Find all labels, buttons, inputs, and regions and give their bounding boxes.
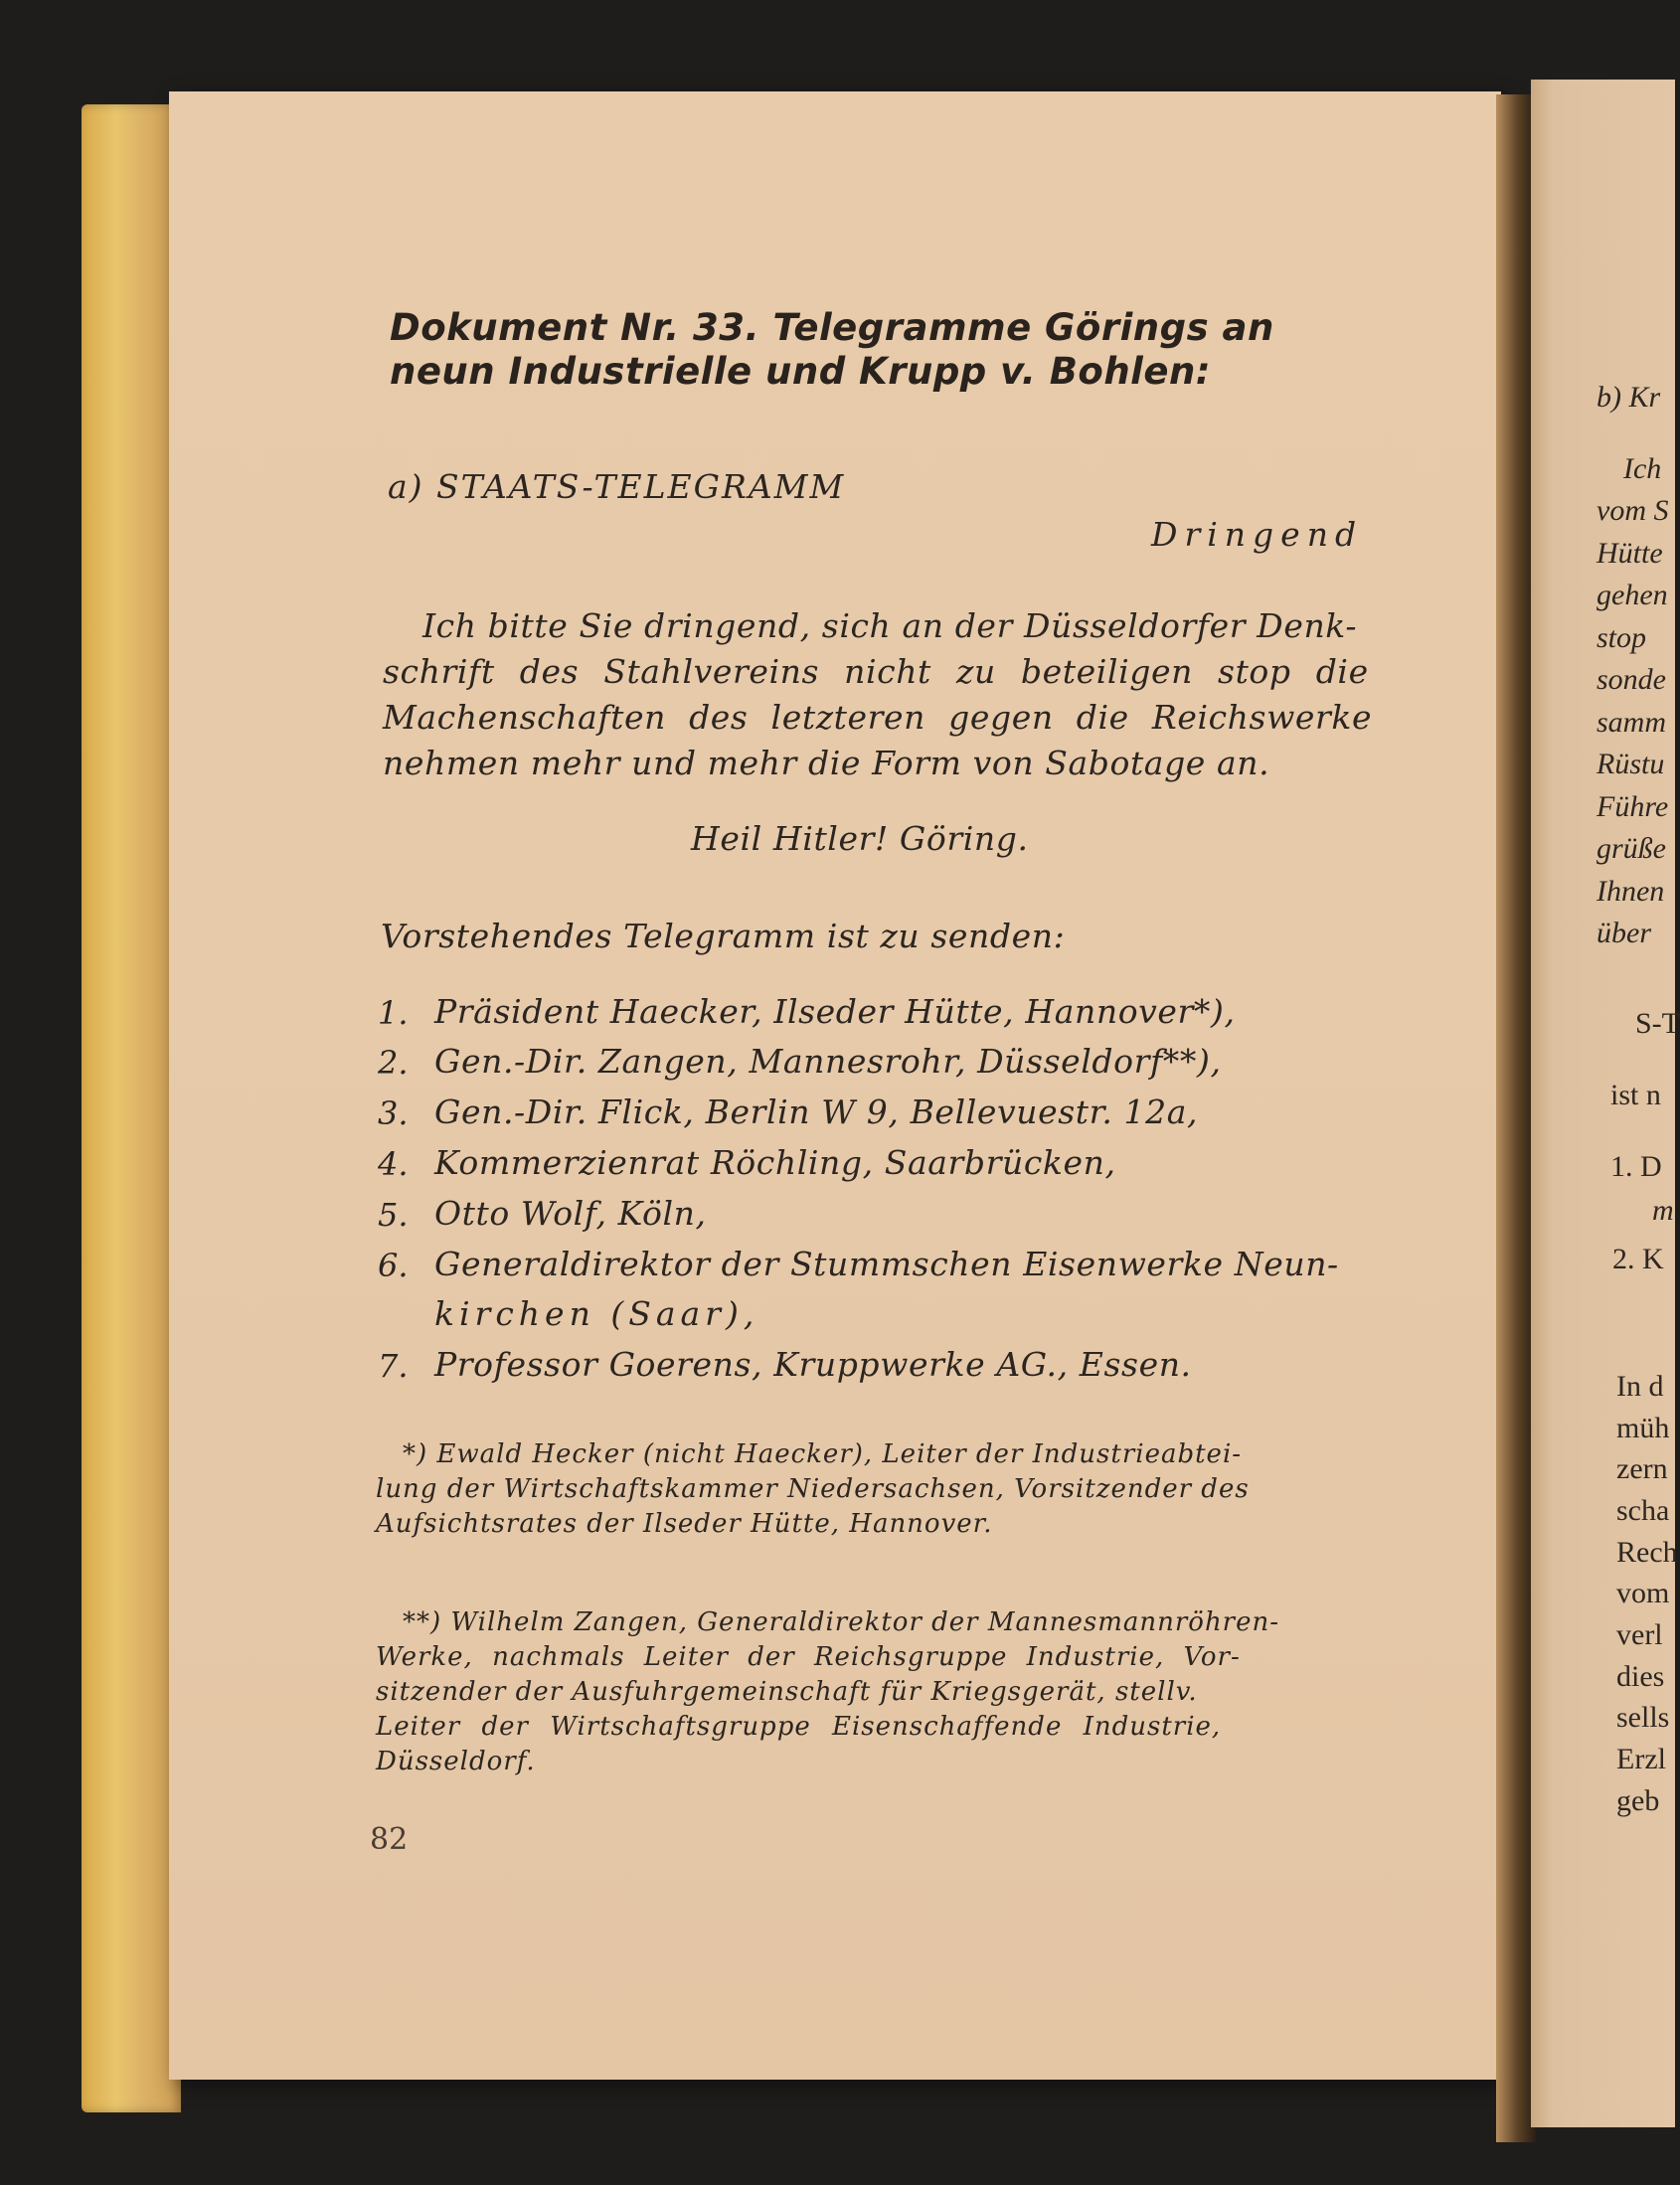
recipients-intro: Vorstehendes Telegramm ist zu senden: <box>381 917 1066 955</box>
right-page-fragment: geb <box>1616 1784 1660 1817</box>
right-page-fragment: 2. K <box>1612 1243 1664 1275</box>
recipient-number: 5. <box>378 1196 409 1234</box>
right-page-fragment: Hütte <box>1596 537 1663 570</box>
footnote-line: *) Ewald Hecker (nicht Haecker), Leiter der Industrieabtei- <box>403 1439 1243 1469</box>
recipient-number: 6. <box>378 1247 409 1284</box>
footnote-line: Werke, nachmals Leiter der Reichsgruppe Industrie, Vor- <box>376 1642 1241 1672</box>
telegram-line: Ich bitte Sie dringend, sich an der Düsseldorfer Denk- <box>422 606 1358 645</box>
document-heading-line-2: neun Industrielle und Krupp v. Bohlen: <box>390 350 1212 393</box>
recipient-number: 7. <box>378 1347 409 1385</box>
footnote-line: lung der Wirtschaftskammer Niedersachsen, Vorsitzender des <box>376 1474 1250 1504</box>
right-page-fragment: sonde <box>1596 663 1666 696</box>
right-page-fragment: Ihnen <box>1596 875 1665 908</box>
recipient-number: 4. <box>378 1145 409 1183</box>
signature: Heil Hitler! Göring. <box>691 819 1029 858</box>
recipient-item: Gen.-Dir. Zangen, Mannesrohr, Düsseldorf**), <box>434 1042 1222 1081</box>
right-page-fragment: sells <box>1616 1701 1670 1734</box>
recipient-item: Präsident Haecker, Ilseder Hütte, Hannover*), <box>434 992 1236 1031</box>
recipient-item: Gen.-Dir. Flick, Berlin W 9, Bellevuestr. 12a, <box>434 1092 1199 1131</box>
right-page-fragment: verl <box>1616 1618 1663 1651</box>
right-page-fragment: gehen <box>1596 579 1668 611</box>
book-gutter <box>1496 94 1536 2142</box>
footnote-line: Düsseldorf. <box>376 1747 536 1776</box>
right-page-fragment: vom S <box>1596 494 1669 527</box>
right-page-fragment: Ich <box>1623 452 1662 485</box>
right-page-fragment: Rüstu <box>1596 748 1665 780</box>
telegram-line: Machenschaften des letzteren gegen die Reichswerke <box>383 698 1373 737</box>
right-page-fragment: Erzl <box>1616 1743 1666 1775</box>
footnote-line: Leiter der Wirtschaftsgruppe Eisenschaffende Industrie, <box>376 1712 1222 1742</box>
right-page-fragment: S-T <box>1635 1007 1680 1040</box>
recipient-item: Generaldirektor der Stummschen Eisenwerke Neun- <box>434 1245 1339 1283</box>
right-page-fragment: Rech <box>1616 1536 1678 1569</box>
right-page-fragment: grüße <box>1596 832 1666 865</box>
right-page-fragment: dies <box>1616 1660 1665 1693</box>
recipient-item-continuation: kirchen (Saar), <box>434 1294 759 1333</box>
right-page-fragment: zern <box>1616 1452 1668 1485</box>
recipient-number: 2. <box>378 1044 409 1082</box>
recipient-number: 3. <box>378 1094 409 1132</box>
right-page-fragment: scha <box>1616 1494 1670 1527</box>
right-page-fragment: In d <box>1616 1370 1664 1403</box>
recipient-item: Kommerzienrat Röchling, Saarbrücken, <box>434 1143 1116 1182</box>
recipient-number: 1. <box>378 994 409 1032</box>
recipient-item: Professor Goerens, Kruppwerke AG., Essen. <box>434 1345 1192 1384</box>
right-page-fragment: b) Kr <box>1596 381 1661 414</box>
document-heading-line-1: Dokument Nr. 33. Telegramme Görings an <box>390 306 1274 349</box>
right-page-fragment: über <box>1596 917 1651 949</box>
right-page-fragment: m <box>1652 1194 1674 1227</box>
page-number: 82 <box>370 1822 409 1857</box>
right-page-fragment: stop <box>1596 621 1647 654</box>
recipient-item: Otto Wolf, Köln, <box>434 1194 707 1233</box>
telegram-line: schrift des Stahlvereins nicht zu beteiligen stop die <box>383 652 1369 691</box>
right-page-fragment: müh <box>1616 1412 1670 1444</box>
right-page-fragment: ist n <box>1610 1079 1661 1111</box>
right-page-fragment: samm <box>1596 706 1667 739</box>
footnote-line: **) Wilhelm Zangen, Generaldirektor der Mannesmannröhren- <box>403 1607 1280 1637</box>
telegram-line: nehmen mehr und mehr die Form von Sabotage an. <box>383 744 1270 782</box>
right-page-fragment: Führe <box>1596 790 1669 823</box>
footnote-line: sitzender der Ausfuhrgemeinschaft für Kriegsgerät, stellv. <box>376 1677 1198 1707</box>
right-page-fragment: 1. D <box>1610 1150 1662 1183</box>
right-page-fragment: vom <box>1616 1577 1670 1609</box>
page-edges <box>82 104 181 2112</box>
urgency-label: Dringend <box>1151 515 1364 554</box>
section-a-title: a) STAATS-TELEGRAMM <box>388 467 846 506</box>
footnote-line: Aufsichtsrates der Ilseder Hütte, Hannover. <box>376 1509 993 1539</box>
